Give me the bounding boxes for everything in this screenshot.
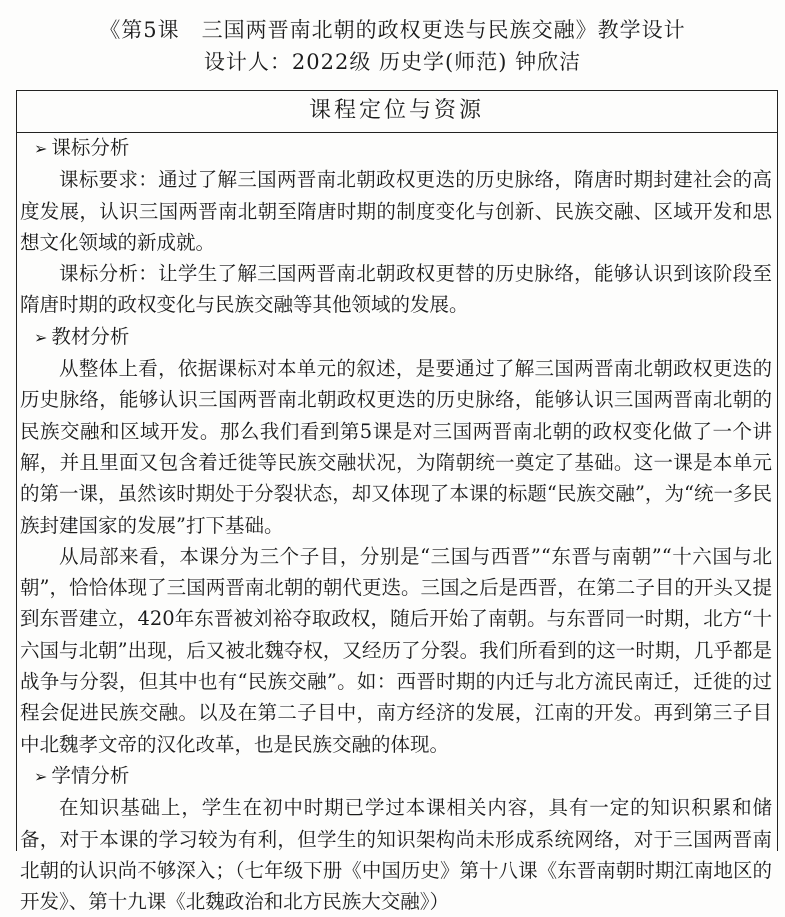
section-title: 课程定位与资源	[16, 90, 777, 133]
paragraph: 课标要求：通过了解三国两晋南北朝政权更迭的历史脉络，隋唐时期封建社会的高度发展，认识三国两晋南北朝至隋唐时期的制度变化与创新、民族交融、区域开发和思想文化领域的新成就。	[20, 168, 772, 254]
designer-line: 设计人：2022级 历史学(师范) 钟欣洁	[203, 50, 582, 74]
arrow-icon: ➢	[34, 327, 48, 347]
subsection-heading-textbook: ➢ 教材分析	[34, 324, 130, 348]
paragraph: 在知识基础上，学生在初中时期已学过本课相关内容，具有一定的知识积累和储备，对于本课的学习较为有利，但学生的知识架构尚未形成系统网络，对于三国两晋南北朝的认识尚不够深入；（七年级下册《中国历史》第十八课《东晋南朝时期江南地区的开发》、第十九课《北魏政治和北方民族大交融》）	[20, 796, 772, 914]
arrow-icon: ➢	[34, 766, 48, 786]
section-content	[20, 132, 772, 914]
subsection-heading-curriculum: ➢ 课标分析	[34, 136, 130, 159]
arrow-icon: ➢	[34, 139, 48, 158]
paragraph: 从整体上看，依据课标对本单元的叙述，是要通过了解三国两晋南北朝政权更迭的历史脉络，能够认识三国两晋南北朝政权更迭的历史脉络，能够认识三国两晋南北朝的民族交融和区域开发。那么我们看到第5课是对三国两晋南北朝的政权变化做了一个讲解，并且里面又包含着迁徙等民族交融状况，为隋朝统一奠定了基础。这一课是本单元的第一课，虽然该时期处于分裂状态，却又体现了本课的标题“民族交融”，为“统一多民族封建国家的发展”打下基础。	[20, 357, 772, 537]
paragraph: 从局部来看，本课分为三个子目，分别是“三国与西晋”“东晋与南朝”“十六国与北朝”，恰恰体现了三国两晋南北朝的朝代更迭。三国之后是西晋，在第二子目的开头又提到东晋建立，420年东晋被刘裕夺取政权，随后开始了南朝。与东晋同一时期，北方“十六国与北朝”出现，后又被北魏夺权，又经历了分裂。我们所看到的这一时期，几乎都是战争与分裂，但其中也有“民族交融”。如：西晋时期的内迁与北方流民南迁，迁徙的过程会促进民族交融。以及在第二子目中，南方经济的发展，江南的开发。再到第三子目中北魏孝文帝的汉化改革，也是民族交融的体现。	[20, 544, 772, 756]
subsection-heading-students: ➢ 学情分析	[34, 763, 130, 787]
document-title: 《第5课 三国两晋南北朝的政权更迭与民族交融》教学设计	[99, 18, 686, 42]
paragraph: 课标分析：让学生了解三国两晋南北朝政权更替的历史脉络，能够认识到该阶段至隋唐时期的政权变化与民族交融等其他领域的发展。	[20, 262, 772, 317]
